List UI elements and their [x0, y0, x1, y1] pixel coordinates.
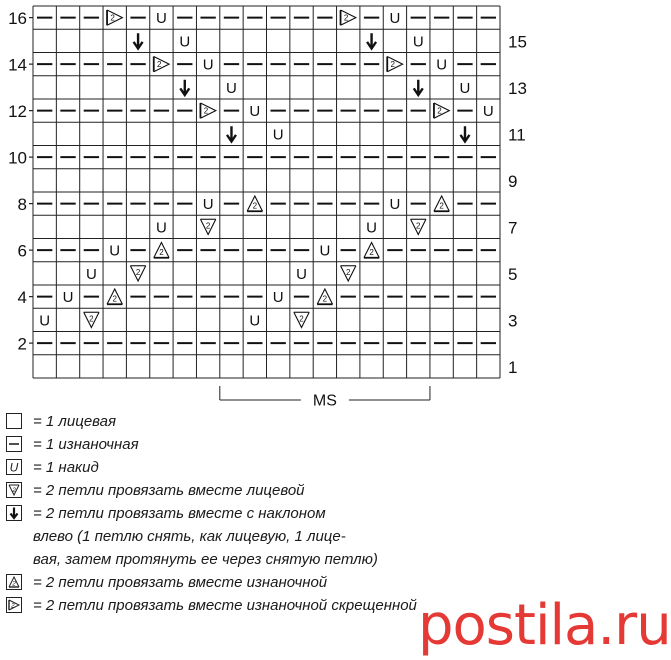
p2tog-tbl-digit: 2 [343, 13, 349, 23]
row-number-right: 15 [508, 32, 527, 52]
legend-text-ssk-cont2: вая, затем протянуть ее через снятую петлю) [33, 551, 378, 568]
row-number-left: 16 [8, 9, 27, 29]
yarn-over-symbol-icon [6, 459, 22, 475]
watermark-domain: .ru [597, 593, 671, 658]
row-number-right: 9 [508, 171, 518, 191]
yarn-over-mark: U [85, 265, 97, 283]
purl-symbol-icon [6, 436, 22, 452]
legend-row-p2tog [6, 571, 526, 594]
row-number-right: 5 [508, 264, 518, 284]
yarn-over-mark: U [366, 219, 377, 237]
yarn-over-mark: U [39, 312, 51, 330]
yarn-over-mark: U [62, 289, 74, 307]
yarn-over-mark: U [156, 10, 167, 28]
yarn-over-mark: U [482, 103, 494, 121]
legend [6, 410, 526, 617]
row-number-left: 10 [8, 148, 27, 168]
legend-text-ssk-cont1: влево (1 петлю снять, как лицевую, 1 лице- [33, 528, 346, 545]
p2tog-symbol-icon [6, 574, 22, 590]
yarn-over-mark: U [296, 265, 307, 283]
row-number-right: 11 [508, 125, 526, 145]
k2tog-symbol-icon [6, 482, 22, 498]
legend-text-p2tog: = 2 петли провязать вместе изнаночной [33, 574, 328, 591]
p2tog-digit: 2 [159, 248, 164, 258]
p2tog-tbl-digit: 2 [157, 60, 162, 70]
row-number-right: 7 [508, 218, 518, 238]
watermark-text: postila [418, 593, 598, 658]
p2tog-digit: 2 [369, 248, 374, 258]
legend-text-purl: = 1 изнаночная [33, 436, 139, 453]
legend-row-ssk-cont2 [6, 548, 526, 571]
row-number-left: 12 [8, 102, 27, 122]
p2tog-digit: 2 [439, 201, 444, 211]
svg-text:2: 2 [10, 602, 15, 610]
legend-text-knit: = 1 лицевая [33, 413, 117, 430]
yarn-over-mark: U [412, 33, 424, 51]
p2tog-tbl-digit: 2 [110, 13, 115, 23]
legend-row-yarn-over [6, 456, 526, 479]
row-number-right: 13 [508, 78, 527, 98]
yarn-over-mark: U [319, 242, 331, 260]
legend-row-k2tog [6, 479, 526, 502]
p2tog-digit: 2 [112, 294, 117, 304]
legend-text-p2tog-tbl: = 2 петли провязать вместе изнаночной скрещенной [33, 597, 417, 614]
svg-text:2: 2 [12, 487, 16, 494]
legend-row-ssk-cont1 [6, 525, 526, 548]
yarn-over-mark: U [389, 196, 401, 214]
p2tog-tbl-symbol-icon [6, 597, 22, 613]
row-number-left: 2 [17, 334, 27, 354]
p2tog-tbl-digit: 2 [390, 60, 395, 70]
legend-row-ssk [6, 502, 526, 525]
knit-symbol-icon [6, 413, 22, 429]
k2tog-digit: 2 [135, 267, 141, 277]
legend-row-knit [6, 410, 526, 433]
repeat-label: MS [312, 392, 337, 410]
yarn-over-mark: U [389, 10, 401, 28]
row-number-right: 1 [508, 357, 518, 377]
yarn-over-mark: U [436, 56, 448, 74]
yarn-over-mark: U [459, 79, 471, 97]
yarn-over-mark: U [202, 196, 214, 214]
yarn-over-mark: U [249, 312, 261, 330]
legend-row-purl [6, 433, 526, 456]
yarn-over-mark: U [272, 289, 284, 307]
row-number-right: 3 [508, 311, 518, 331]
yarn-over-mark: U [156, 219, 167, 237]
k2tog-digit: 2 [345, 267, 351, 277]
svg-text:U: U [9, 460, 19, 475]
p2tog-tbl-digit: 2 [437, 106, 442, 116]
watermark-logo [418, 593, 671, 658]
left-decrease-symbol-icon [6, 505, 22, 521]
row-number-left: 6 [17, 241, 27, 261]
svg-text:2: 2 [12, 580, 16, 588]
p2tog-digit: 2 [322, 294, 328, 304]
yarn-over-mark: U [109, 242, 121, 260]
yarn-over-mark: U [249, 103, 261, 121]
k2tog-digit: 2 [89, 314, 94, 324]
k2tog-digit: 2 [416, 221, 421, 231]
k2tog-digit: 2 [205, 221, 211, 231]
p2tog-digit: 2 [252, 201, 258, 211]
row-number-left: 4 [17, 288, 27, 308]
yarn-over-mark: U [272, 126, 284, 144]
yarn-over-mark: U [202, 56, 214, 74]
legend-text-yarn-over: = 1 накид [33, 459, 99, 476]
row-number-left: 8 [17, 195, 27, 215]
yarn-over-mark: U [226, 79, 237, 97]
legend-text-k2tog: = 2 петли провязать вместе лицевой [33, 482, 305, 499]
row-number-left: 14 [8, 55, 27, 75]
k2tog-digit: 2 [299, 314, 304, 324]
p2tog-tbl-digit: 2 [203, 106, 209, 116]
yarn-over-mark: U [179, 33, 191, 51]
legend-text-ssk: = 2 петли провязать вместе с наклоном [33, 505, 326, 522]
